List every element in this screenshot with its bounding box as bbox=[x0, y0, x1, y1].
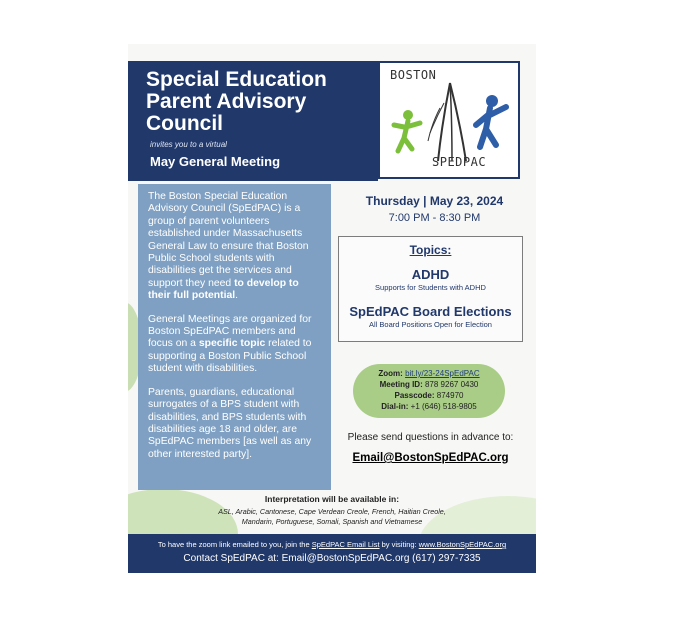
footer-contact: Contact SpEdPAC at: Email@BostonSpEdPAC.org (617) 297-7335 bbox=[183, 553, 481, 564]
topic-subtitle: Supports for Students with ADHD bbox=[375, 283, 486, 292]
header-banner bbox=[128, 61, 378, 181]
email-list-link[interactable]: SpEdPAC Email List bbox=[311, 540, 380, 549]
about-paragraph: General Meetings are organized for Boston SpEdPAC members and focus on a specific topic related to supporting a Boston Public School student with disabilities. bbox=[148, 313, 312, 375]
meeting-title: May General Meeting bbox=[150, 154, 281, 169]
event-details bbox=[333, 184, 536, 464]
dialin-number: +1 (646) 518-9805 bbox=[410, 402, 477, 411]
footer-join-text: To have the zoom link emailed to you, join the SpEdPAC Email List by visiting: www.BostonSpEdPAC.org bbox=[157, 540, 507, 549]
meeting-id: 878 9267 0430 bbox=[424, 380, 479, 389]
topic-title: SpEdPAC Board Elections bbox=[349, 304, 512, 319]
logo-bottom-text: SPEDPAC bbox=[432, 155, 487, 169]
spedpac-logo bbox=[378, 61, 520, 179]
interpretation-heading: Interpretation will be available in: bbox=[264, 494, 400, 504]
about-paragraph: Parents, guardians, educational surrogates of a BPS student with disabilities, and BPS students with disabilities age 18 and older, are SpEdPAC members [as well as any other interested party]. bbox=[148, 386, 312, 460]
topics-heading: Topics: bbox=[409, 243, 452, 257]
title-line: Council bbox=[146, 112, 223, 135]
footer bbox=[128, 534, 536, 573]
event-time: 7:00 PM - 8:30 PM bbox=[388, 212, 481, 224]
about-paragraph: The Boston Special Education Advisory Council (SpEdPAC) is a group of parent volunteers established under Massachusetts General Law to ensure that Boston Public School students with disabilities get the services and support they need to develop to their full potential. bbox=[148, 191, 309, 302]
flyer bbox=[128, 44, 536, 573]
questions-text: Please send questions in advance to: bbox=[347, 432, 514, 443]
about-panel bbox=[138, 184, 331, 490]
topics-box bbox=[338, 236, 523, 342]
page-title bbox=[146, 69, 376, 135]
invites-text: invites you to a virtual bbox=[150, 140, 227, 149]
topic-subtitle: All Board Positions Open for Election bbox=[369, 320, 492, 329]
logo-top-text: BOSTON bbox=[390, 68, 437, 82]
event-date: Thursday | May 23, 2024 bbox=[365, 194, 504, 208]
passcode: 874970 bbox=[436, 391, 464, 400]
contact-email-link[interactable]: Email@BostonSpEdPAC.org bbox=[352, 452, 509, 464]
topic-title: ADHD bbox=[411, 267, 450, 282]
interpretation-section bbox=[128, 494, 536, 527]
zoom-link[interactable]: bit.ly/23-24SpEdPAC bbox=[405, 369, 480, 378]
interpretation-languages: ASL, Arabic, Cantonese, Cape Verdean Creole, French, Haitian Creole, Mandarin, Portuguese, Somali, Spanish and Vietnamese bbox=[218, 507, 446, 526]
title-line: Special Education bbox=[146, 68, 327, 91]
website-link[interactable]: www.BostonSpEdPAC.org bbox=[418, 540, 507, 549]
title-line: Parent Advisory bbox=[146, 90, 307, 113]
zoom-info: Zoom: bit.ly/23-24SpEdPAC Meeting ID: 878 9267 0430 Passcode: 874970 Dial-in: +1 (646) 518-9805 bbox=[353, 364, 505, 418]
